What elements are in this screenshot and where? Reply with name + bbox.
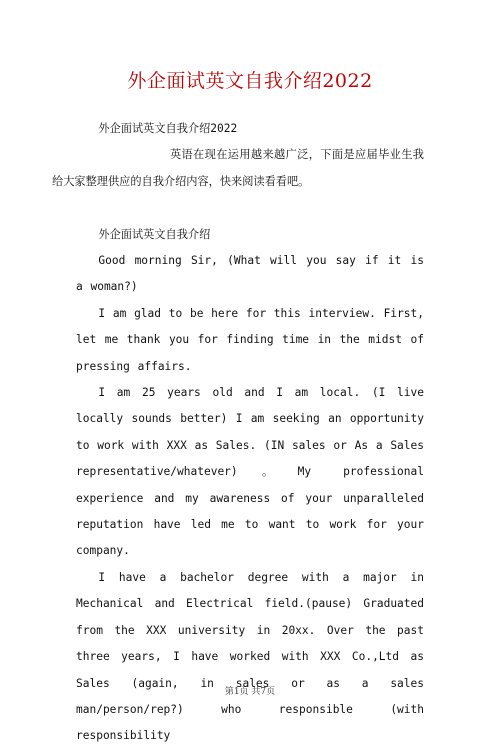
paragraph-thanks: I am glad to be here for this interview. First, let me thank you for finding time in the midst of pressing affairs. bbox=[76, 306, 424, 373]
paragraph-background: I am 25 years old and I am local. (I live locally sounds better) I am seeking an opportunity to work with XXX as Sales. (IN sales or As a Sales representative/whatever)。My professional experience and my awareness of your unparalleled reputation have led me to want to work for your company. bbox=[76, 386, 424, 558]
document-body bbox=[52, 116, 424, 750]
paragraph-heading: 外企面试英文自我介绍 bbox=[98, 227, 211, 241]
document-title: 外企面试英文自我介绍2022 bbox=[127, 70, 373, 92]
paragraph-intro: 英语在现在运用越来越广泛，下面是应届毕业生我给大家整理供应的自我介绍内容，快来阅读看看吧。 bbox=[52, 148, 424, 188]
blank-line bbox=[76, 195, 424, 221]
paragraph-subtitle: 外企面试英文自我介绍2022 bbox=[98, 122, 238, 135]
paragraph-greeting: Good morning Sir, (What will you say if it is a woman?) bbox=[76, 254, 424, 294]
paragraph-education: I have a bachelor degree with a major in Mechanical and Electrical field.(pause) Graduated from the XXX university in 20xx. Over the past three years, I have worked with XXX Co.,Ltd as Sales (again, in sales or as a sales man/person/rep?) who responsible (with responsibility bbox=[76, 570, 424, 743]
page-footer: 第1页 共7页 bbox=[224, 687, 276, 697]
